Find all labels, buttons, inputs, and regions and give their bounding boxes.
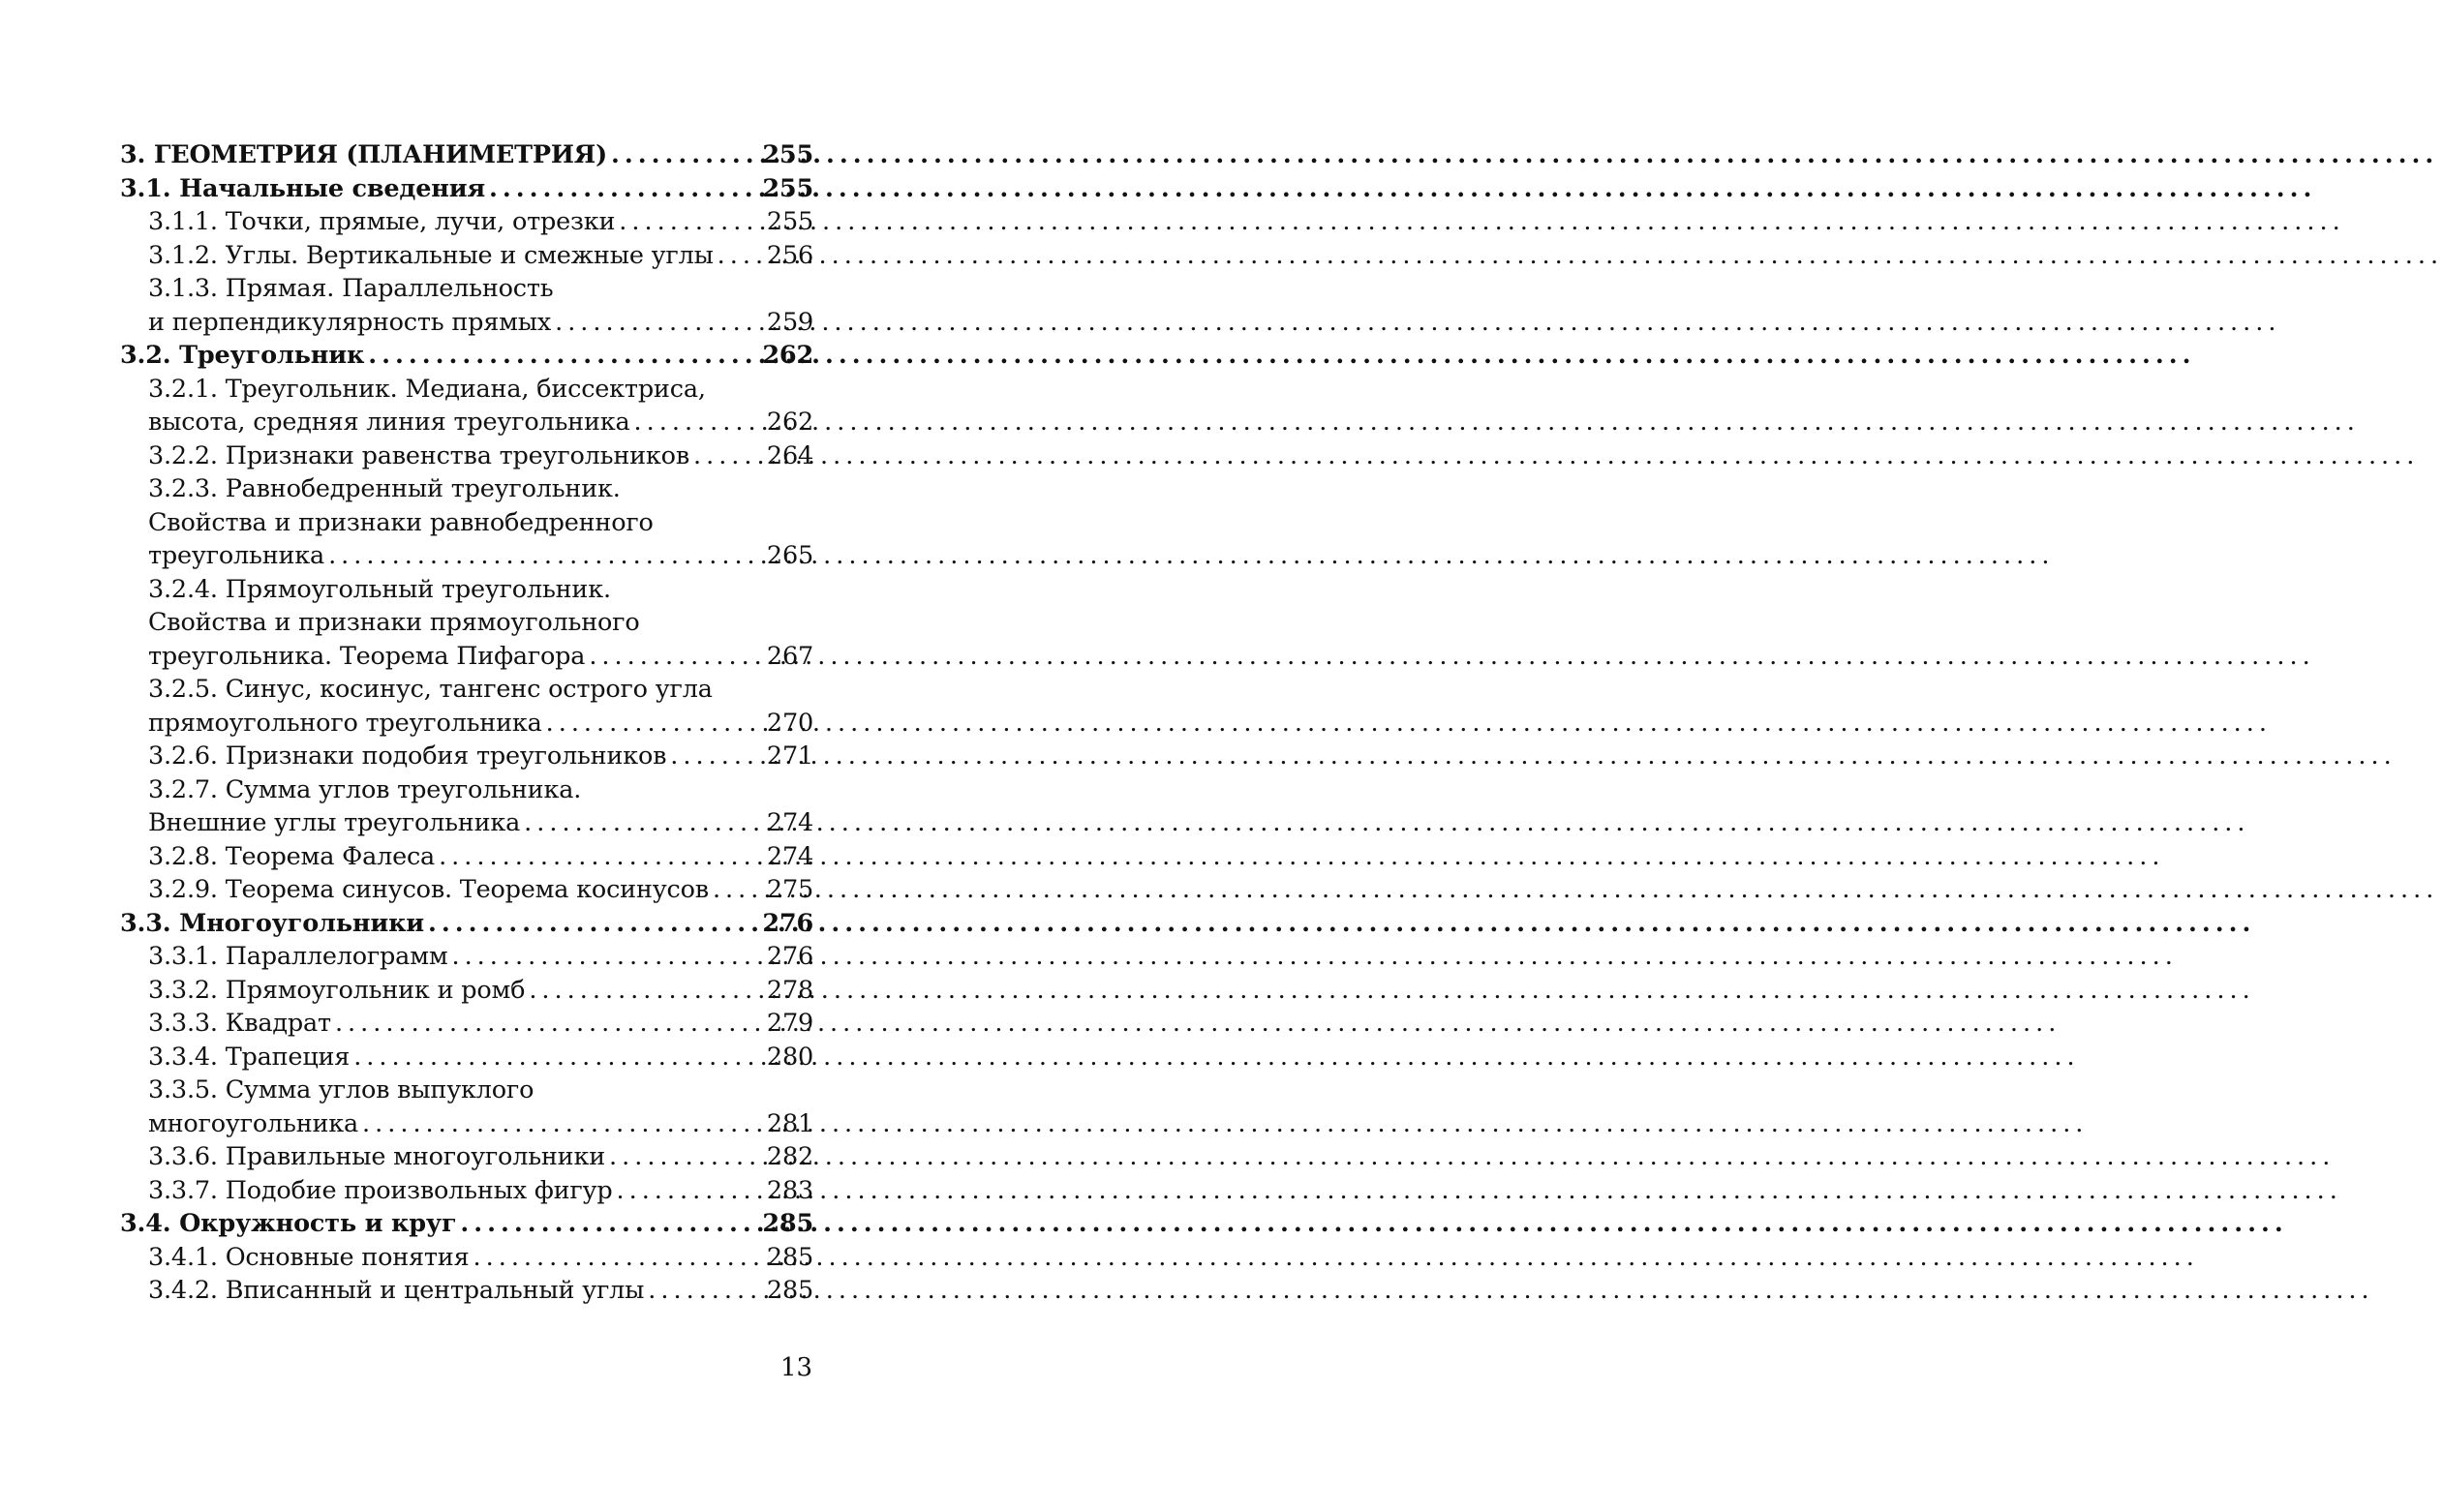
dot-leader	[456, 1207, 762, 1241]
toc-subsection-entry	[120, 1140, 813, 1174]
toc-subsection-entry	[120, 472, 813, 573]
toc-line	[148, 1107, 813, 1141]
toc-entry-title: 3.4.2. Вписанный и центральный углы	[148, 1276, 645, 1305]
toc-section-entry	[120, 339, 813, 373]
toc-entry-title: 3.3. Многоугольники	[120, 908, 425, 938]
toc-entry-title: 3.3.2. Прямоугольник и ромб	[148, 975, 526, 1005]
toc-line	[148, 1007, 813, 1041]
toc-entry-title: 3. ГЕОМЕТРИЯ (ПЛАНИМЕТРИЯ)	[120, 140, 607, 169]
toc-entry-title: 3.2.5. Синус, косинус, тангенс острого угла	[148, 675, 713, 704]
toc-line	[148, 640, 813, 674]
toc-line	[120, 138, 813, 172]
toc-line	[148, 272, 813, 306]
toc-page-number: 280	[766, 1042, 813, 1072]
toc-entry-title: Свойства и признаки равнобедренного	[148, 507, 654, 537]
toc-page-number: 255	[762, 173, 813, 203]
dot-leader	[350, 1041, 767, 1074]
toc-page-number: 282	[766, 1142, 813, 1171]
toc-page-number: 276	[762, 908, 813, 938]
toc-page-number: 274	[766, 841, 813, 871]
toc-line	[148, 840, 813, 874]
toc-entry-title: и перпендикулярность прямых	[148, 307, 552, 337]
toc-subsection-entry	[120, 873, 813, 907]
toc-entry-title: 3.3.6. Правильные многоугольники	[148, 1142, 605, 1171]
toc-subsection-entry	[120, 673, 813, 740]
toc-subsection-entry	[120, 740, 813, 773]
toc-line	[148, 439, 813, 473]
toc-line	[148, 1274, 813, 1308]
toc-section-entry	[120, 138, 813, 172]
toc-subsection-entry	[120, 940, 813, 974]
dot-leader	[331, 1007, 767, 1041]
toc-entry-title: 3.2.1. Треугольник. Медиана, биссектриса,	[148, 374, 706, 404]
toc-page-number: 285	[766, 1242, 813, 1272]
dot-leader	[542, 707, 767, 741]
toc-line	[148, 1174, 813, 1208]
toc-page-number: 275	[766, 875, 813, 904]
dot-leader	[358, 1107, 767, 1141]
toc-subsection-entry	[120, 373, 813, 439]
toc-entry-title: многоугольника	[148, 1108, 359, 1138]
toc-entry-title: Свойства и признаки прямоугольного	[148, 608, 640, 637]
toc-subsection-entry	[120, 1041, 813, 1074]
dot-leader	[447, 940, 766, 974]
toc-line	[148, 1140, 813, 1174]
toc-line	[148, 773, 813, 807]
toc-page-number: 267	[766, 641, 813, 671]
toc-line	[148, 673, 813, 707]
dot-leader	[364, 339, 762, 373]
toc-line	[120, 172, 813, 206]
toc-page-number: 279	[766, 1009, 813, 1038]
toc-entry-title: 3.1.1. Точки, прямые, лучи, отрезки	[148, 207, 616, 236]
toc-entry-title: 3.2.3. Равнобедренный треугольник.	[148, 474, 621, 503]
toc-entry-title: треугольника	[148, 541, 325, 570]
toc-line	[148, 873, 813, 907]
toc-section-entry	[120, 907, 813, 941]
toc-subsection-entry	[120, 1007, 813, 1041]
toc-page-number: 265	[766, 541, 813, 570]
toc-entry-title: 3.3.1. Параллелограмм	[148, 942, 448, 971]
toc-subsection-entry	[120, 239, 813, 273]
toc-page-number: 285	[766, 1276, 813, 1305]
dot-leader	[551, 306, 767, 340]
toc-page-number: 276	[766, 942, 813, 971]
dot-leader	[424, 907, 762, 941]
toc-line	[148, 205, 813, 239]
toc-subsection-entry	[120, 1174, 813, 1208]
toc-page-number: 270	[766, 708, 813, 738]
toc-line	[148, 506, 813, 540]
page-number: 13	[780, 1353, 813, 1382]
toc-page-number: 274	[766, 808, 813, 837]
toc-page-number: 256	[766, 240, 813, 270]
toc-line	[148, 940, 813, 974]
toc-subsection-entry	[120, 1074, 813, 1140]
toc-line	[148, 406, 813, 439]
dot-leader	[666, 740, 767, 773]
dot-leader	[630, 406, 767, 439]
dot-leader	[607, 138, 762, 172]
toc-subsection-entry	[120, 773, 813, 840]
dot-leader	[324, 539, 767, 573]
toc-entry-title: 3.3.5. Сумма углов выпуклого	[148, 1075, 534, 1104]
toc-entry-title: 3.1.2. Углы. Вертикальные и смежные углы	[148, 240, 714, 270]
toc-entry-title: треугольника. Теорема Пифагора	[148, 641, 586, 671]
toc-entry-title: 3.3.7. Подобие произвольных фигур	[148, 1175, 613, 1205]
dot-leader	[689, 439, 767, 473]
toc-entry-title: 3.1. Начальные сведения	[120, 173, 486, 203]
toc-section-entry	[120, 172, 813, 206]
toc-entry-title: 3.2.4. Прямоугольный треугольник.	[148, 574, 611, 604]
dot-leader	[525, 974, 767, 1008]
toc-line	[148, 373, 813, 407]
toc-line	[148, 539, 813, 573]
dot-leader	[612, 1174, 766, 1208]
toc-entry-title: 3.2.9. Теорема синусов. Теорема косинусов	[148, 875, 709, 904]
dot-leader	[585, 640, 767, 674]
toc-line	[148, 606, 813, 640]
toc-entry-title: 3.2.2. Признаки равенства треугольников	[148, 440, 689, 470]
toc-page-number: 264	[766, 440, 813, 470]
toc-entry-title: 3.2.6. Признаки подобия треугольников	[148, 741, 667, 771]
toc-subsection-entry	[120, 1274, 813, 1308]
toc-entry-title: 3.2.8. Теорема Фалеса	[148, 841, 436, 871]
toc-line	[148, 1241, 813, 1275]
toc-page-number: 262	[762, 341, 813, 370]
dot-leader	[435, 840, 767, 874]
toc-line	[148, 239, 813, 273]
toc-page-number: 281	[766, 1108, 813, 1138]
dot-leader	[709, 873, 767, 907]
toc-subsection-entry	[120, 439, 813, 473]
toc-entry-title: 3.3.4. Трапеция	[148, 1042, 351, 1072]
dot-leader	[605, 1140, 767, 1174]
table-of-contents	[120, 138, 813, 1308]
toc-section-entry	[120, 1207, 813, 1241]
toc-line	[148, 806, 813, 840]
dot-leader	[714, 239, 767, 273]
toc-line	[148, 306, 813, 340]
toc-entry-title: Внешние углы треугольника	[148, 808, 521, 837]
dot-leader	[470, 1241, 767, 1275]
toc-entry-title: 3.2.7. Сумма углов треугольника.	[148, 774, 582, 804]
toc-page-number: 283	[766, 1175, 813, 1205]
toc-entry-title: 3.4. Окружность и круг	[120, 1209, 457, 1238]
toc-page-number: 271	[766, 741, 813, 771]
dot-leader	[644, 1274, 767, 1308]
toc-entry-title: 3.2. Треугольник	[120, 341, 365, 370]
toc-line	[120, 907, 813, 941]
toc-line	[120, 339, 813, 373]
toc-subsection-entry	[120, 840, 813, 874]
toc-page-number: 278	[766, 975, 813, 1005]
toc-page-number: 262	[766, 408, 813, 437]
dot-leader	[520, 806, 767, 840]
toc-entry-title: 3.1.3. Прямая. Параллельность	[148, 274, 554, 303]
toc-page-number: 259	[766, 307, 813, 337]
toc-line	[148, 573, 813, 607]
toc-line	[148, 472, 813, 506]
toc-entry-title: 3.4.1. Основные понятия	[148, 1242, 470, 1272]
toc-subsection-entry	[120, 1241, 813, 1275]
toc-subsection-entry	[120, 205, 813, 239]
toc-line	[148, 1041, 813, 1074]
toc-entry-title: 3.3.3. Квадрат	[148, 1009, 331, 1038]
toc-subsection-entry	[120, 573, 813, 674]
dot-leader	[615, 205, 767, 239]
toc-subsection-entry	[120, 974, 813, 1008]
toc-line	[148, 974, 813, 1008]
toc-entry-title: высота, средняя линия треугольника	[148, 408, 630, 437]
toc-page-number: 255	[762, 140, 813, 169]
toc-line	[120, 1207, 813, 1241]
toc-line	[148, 740, 813, 773]
toc-page-number: 285	[762, 1209, 813, 1238]
dot-leader	[485, 172, 762, 206]
toc-page-number: 255	[766, 207, 813, 236]
toc-subsection-entry	[120, 272, 813, 339]
toc-line	[148, 1074, 813, 1107]
toc-entry-title: прямоугольного треугольника	[148, 708, 542, 738]
toc-line	[148, 707, 813, 741]
